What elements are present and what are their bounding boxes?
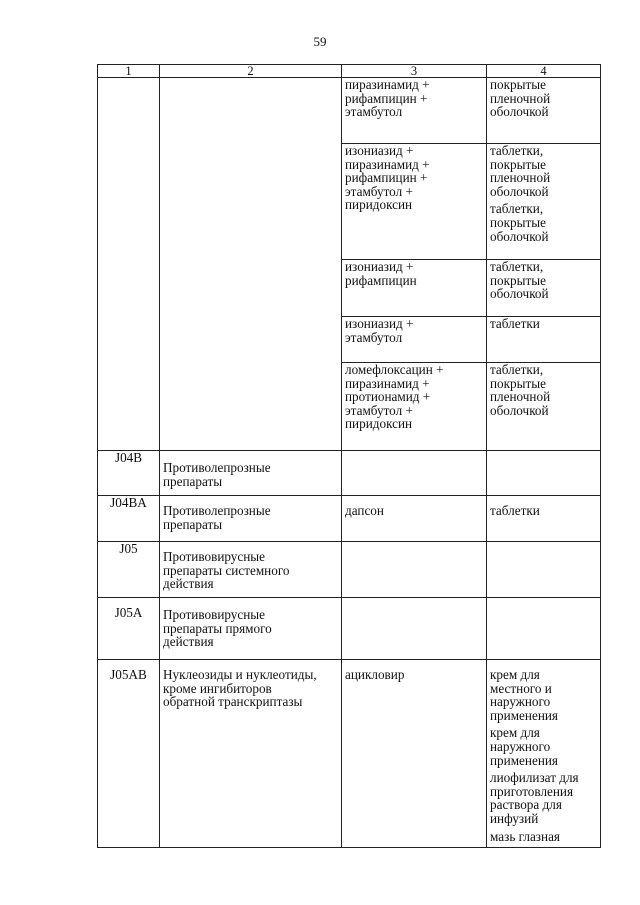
drug-cell: изониазид + рифампицин [342,260,487,317]
table-row [98,542,601,598]
name-cell: Противовирусные препараты прямого действия [160,598,342,660]
table-row [98,451,601,496]
drug-table [97,64,601,848]
name-cell [160,78,342,451]
drug-cell: пиразинамид + рифампицин + этамбутол [342,78,487,144]
dosage-form: крем для местного и наружного применения [490,667,558,723]
drug-cell: дапсон [342,496,487,542]
dosage-form: покрытые пленочной оболочкой [490,77,551,120]
name-cell: Противолепрозные препараты [160,451,342,496]
forms-cell [487,363,601,451]
forms-cell [487,260,601,317]
forms-cell [487,78,601,144]
dosage-form: таблетки, покрытые оболочкой [490,201,549,244]
forms-cell [487,542,601,598]
forms-cell [487,317,601,363]
drug-cell: изониазид + этамбутол [342,317,487,363]
header-col-1: 1 [98,65,160,78]
code-cell [98,78,160,451]
code-cell: J04B [98,451,160,496]
name-cell: Противовирусные препараты системного действия [160,542,342,598]
header-col-4: 4 [487,65,601,78]
header-col-2: 2 [160,65,342,78]
code-cell: J05AB [98,660,160,848]
name-cell: Нуклеозиды и нуклеотиды, кроме ингибиторов обратной транскриптазы [160,660,342,848]
dosage-form: таблетки, покрытые пленочной оболочкой [490,362,551,418]
dosage-form: крем для наружного применения [490,725,558,768]
drug-cell: ломефлоксацин + пиразинамид + протионамид + этамбутол + пиридоксин [342,363,487,451]
forms-cell [487,598,601,660]
drug-cell [342,598,487,660]
page-number: 59 [313,34,327,49]
forms-cell [487,496,601,542]
dosage-form: лиофилизат для приготовления раствора для инфузий [490,770,579,826]
code-cell: J04BA [98,496,160,542]
table-row [98,598,601,660]
dosage-form: таблетки, покрытые оболочкой [490,259,549,302]
drug-cell: изониазид + пиразинамид + рифампицин + этамбутол + пиридоксин [342,144,487,260]
table-row [98,660,601,848]
forms-cell [487,451,601,496]
header-col-3: 3 [342,65,487,78]
drug-cell [342,451,487,496]
name-cell: Противолепрозные препараты [160,496,342,542]
forms-cell [487,660,601,848]
drug-cell [342,542,487,598]
code-cell: J05A [98,598,160,660]
dosage-form: таблетки [490,316,540,331]
dosage-form: таблетки [490,503,540,518]
table-row [98,496,601,542]
dosage-form: мазь глазная [490,828,560,844]
drug-cell: ацикловир [342,660,487,848]
code-cell: J05 [98,542,160,598]
dosage-form: таблетки, покрытые пленочной оболочкой [490,143,551,199]
header-row [98,65,601,78]
table-row [98,78,601,144]
forms-cell [487,144,601,260]
